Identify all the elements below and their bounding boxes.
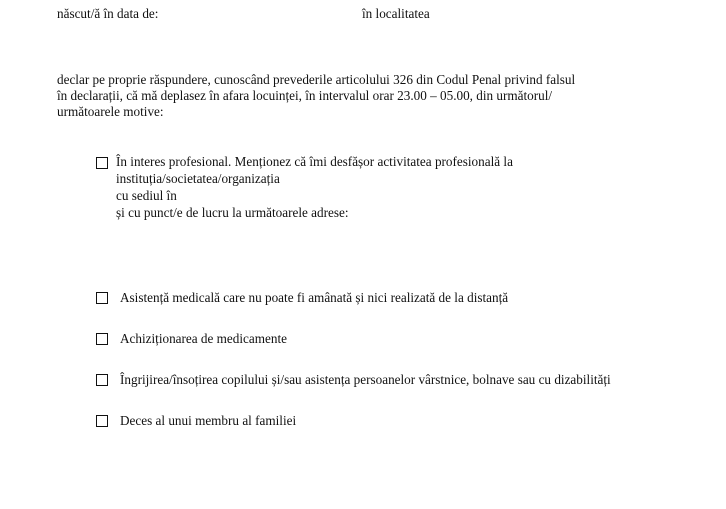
- locality-label: în localitatea: [362, 6, 430, 21]
- medical-checkbox[interactable]: [96, 292, 108, 304]
- medical-label: Asistență medicală care nu poate fi amânată și nici realizată de la distanță: [120, 290, 509, 305]
- medicine-label: Achiziționarea de medicamente: [120, 331, 287, 346]
- professional-checkbox[interactable]: [96, 157, 108, 169]
- born-date-label: născut/ă în data de:: [57, 6, 159, 21]
- death-label: Deces al unui membru al familiei: [120, 413, 297, 428]
- professional-line-2: instituția/societatea/organizația: [116, 171, 280, 186]
- professional-line-3: cu sediul în: [116, 188, 177, 203]
- care-label: Îngrijirea/însoțirea copilului și/sau asistența persoanelor vârstnice, bolnave sau cu dizabilități: [120, 372, 611, 387]
- death-checkbox[interactable]: [96, 415, 108, 427]
- professional-line-4: și cu punct/e de lucru la următoarele adrese:: [116, 205, 349, 220]
- professional-line-1: În interes profesional. Menționez că îmi desfășor activitatea profesională la: [116, 154, 513, 169]
- declaration-line-3: următoarele motive:: [57, 104, 164, 119]
- care-checkbox[interactable]: [96, 374, 108, 386]
- medicine-checkbox[interactable]: [96, 333, 108, 345]
- declaration-line-2: în declarații, că mă deplasez în afara locuinței, în intervalul orar 23.00 – 05.00, din următorul/: [57, 88, 553, 103]
- declaration-line-1: declar pe proprie răspundere, cunoscând prevederile articolului 326 din Codul Penal privind falsul: [57, 72, 576, 87]
